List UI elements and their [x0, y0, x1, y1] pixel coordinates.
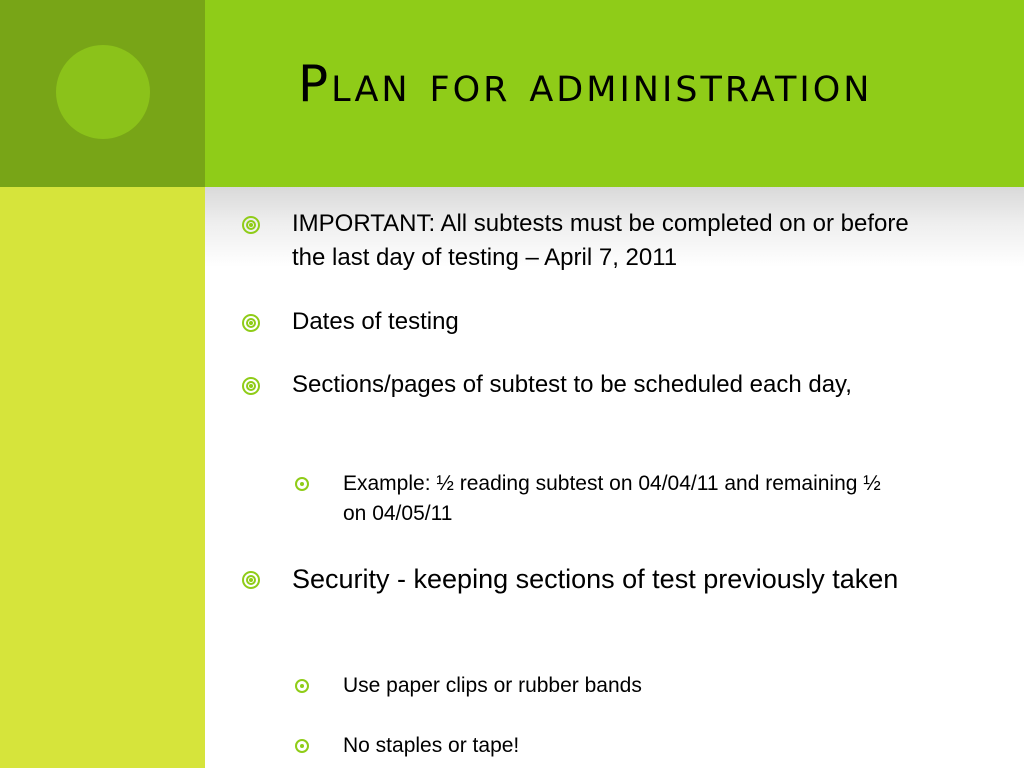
bullet-text: IMPORTANT: All subtests must be completed on or before the last day of testing – April 7, 2011 [292, 210, 909, 272]
slide-title: Plan for administration [298, 55, 873, 113]
circled-dot-bullet-icon [295, 477, 309, 491]
bullet-text: Security - keeping sections of test previously taken [292, 564, 899, 594]
circled-dot-bullet-icon [295, 679, 309, 693]
concentric-circle-bullet-icon [242, 314, 260, 332]
concentric-circle-bullet-icon [242, 216, 260, 234]
concentric-circle-bullet-icon [242, 377, 260, 395]
sub-bullet-text: Use paper clips or rubber bands [343, 674, 642, 697]
left-bottom-panel [0, 187, 205, 768]
bullet-text: Dates of testing [292, 308, 459, 335]
decorative-circle [56, 45, 150, 139]
sub-bullet-text: No staples or tape! [343, 734, 520, 757]
content-area [205, 187, 1024, 768]
sub-bullet-text: Example: ½ reading subtest on 04/04/11 and remaining ½ on 04/05/11 [343, 472, 881, 525]
title-bar [205, 0, 1024, 187]
concentric-circle-bullet-icon [242, 571, 260, 589]
bullet-text: Sections/pages of subtest to be scheduled each day, [292, 371, 852, 398]
circled-dot-bullet-icon [295, 739, 309, 753]
left-top-panel [0, 0, 205, 187]
